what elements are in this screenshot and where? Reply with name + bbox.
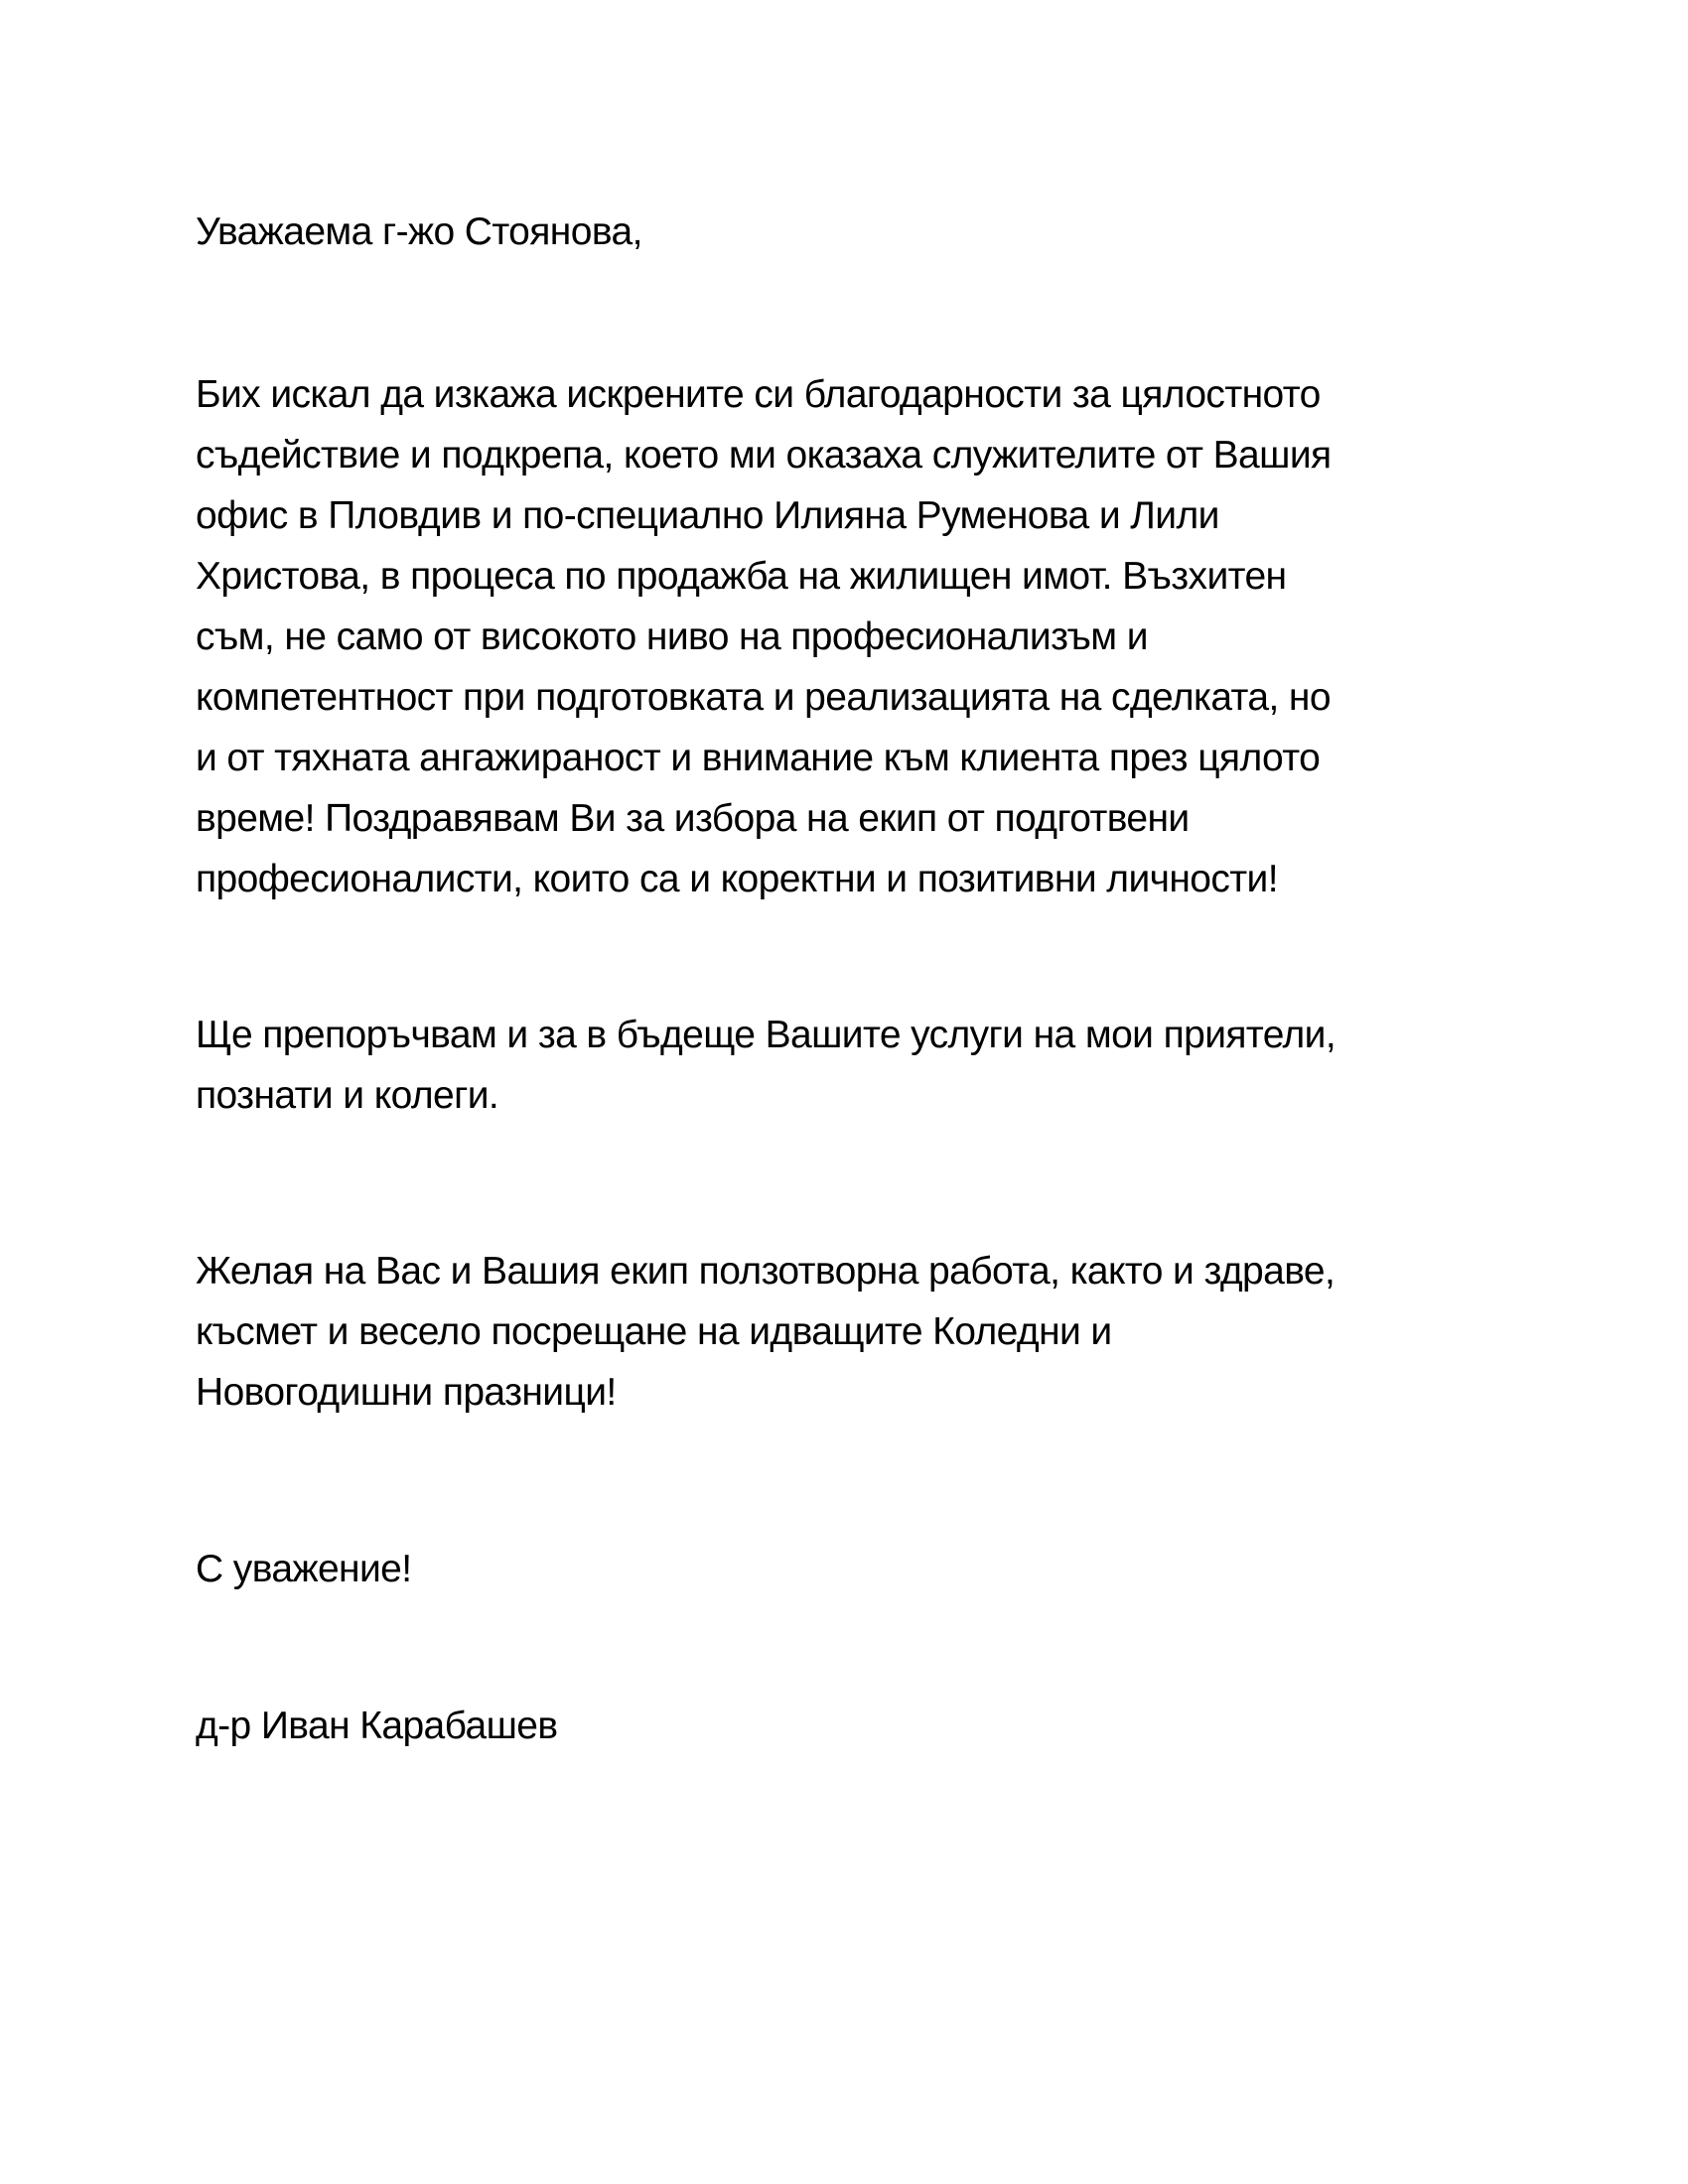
paragraph-line: Новогодишни празници! <box>196 1371 617 1414</box>
closing-line: С уважение! <box>196 1548 412 1590</box>
paragraph-line: офис в Пловдив и по-специално Илияна Руменова и Лили <box>196 494 1219 537</box>
paragraph-line: Христова, в процеса по продажба на жилищен имот. Възхитен <box>196 555 1287 598</box>
paragraph-line: Ще препоръчвам и за в бъдеще Вашите услуги на мои приятели, <box>196 1014 1336 1056</box>
paragraph-line: съдействие и подкрепа, което ми оказаха служителите от Вашия <box>196 434 1332 477</box>
greeting <box>196 202 1526 262</box>
signature-line: д-р Иван Карабашев <box>196 1705 558 1747</box>
paragraph-line: професионалисти, които са и коректни и позитивни личности! <box>196 858 1278 900</box>
paragraph-wishes <box>196 1241 1526 1423</box>
paragraph-recommend <box>196 1005 1526 1126</box>
paragraph-line: съм, не само от високото ниво на професионализъм и <box>196 615 1148 658</box>
paragraph-line: Бих искал да изкажа искрените си благодарности за цялостното <box>196 373 1321 416</box>
closing <box>196 1539 1526 1599</box>
paragraph-line: и от тяхната ангажираност и внимание към клиента през цялото <box>196 737 1321 779</box>
paragraph-line: Желая на Вас и Вашия екип ползотворна работа, както и здраве, <box>196 1250 1336 1293</box>
greeting-line: Уважаема г-жо Стоянова, <box>196 210 642 253</box>
paragraph-line: време! Поздравявам Ви за избора на екип от подготвени <box>196 797 1190 840</box>
paragraph-line: компетентност при подготовката и реализацията на сделката, но <box>196 676 1331 719</box>
paragraph-line: познати и колеги. <box>196 1074 499 1117</box>
paragraph-line: късмет и весело посрещане на идващите Коледни и <box>196 1310 1112 1353</box>
paragraph-thanks <box>196 364 1526 909</box>
signature <box>196 1696 1526 1756</box>
